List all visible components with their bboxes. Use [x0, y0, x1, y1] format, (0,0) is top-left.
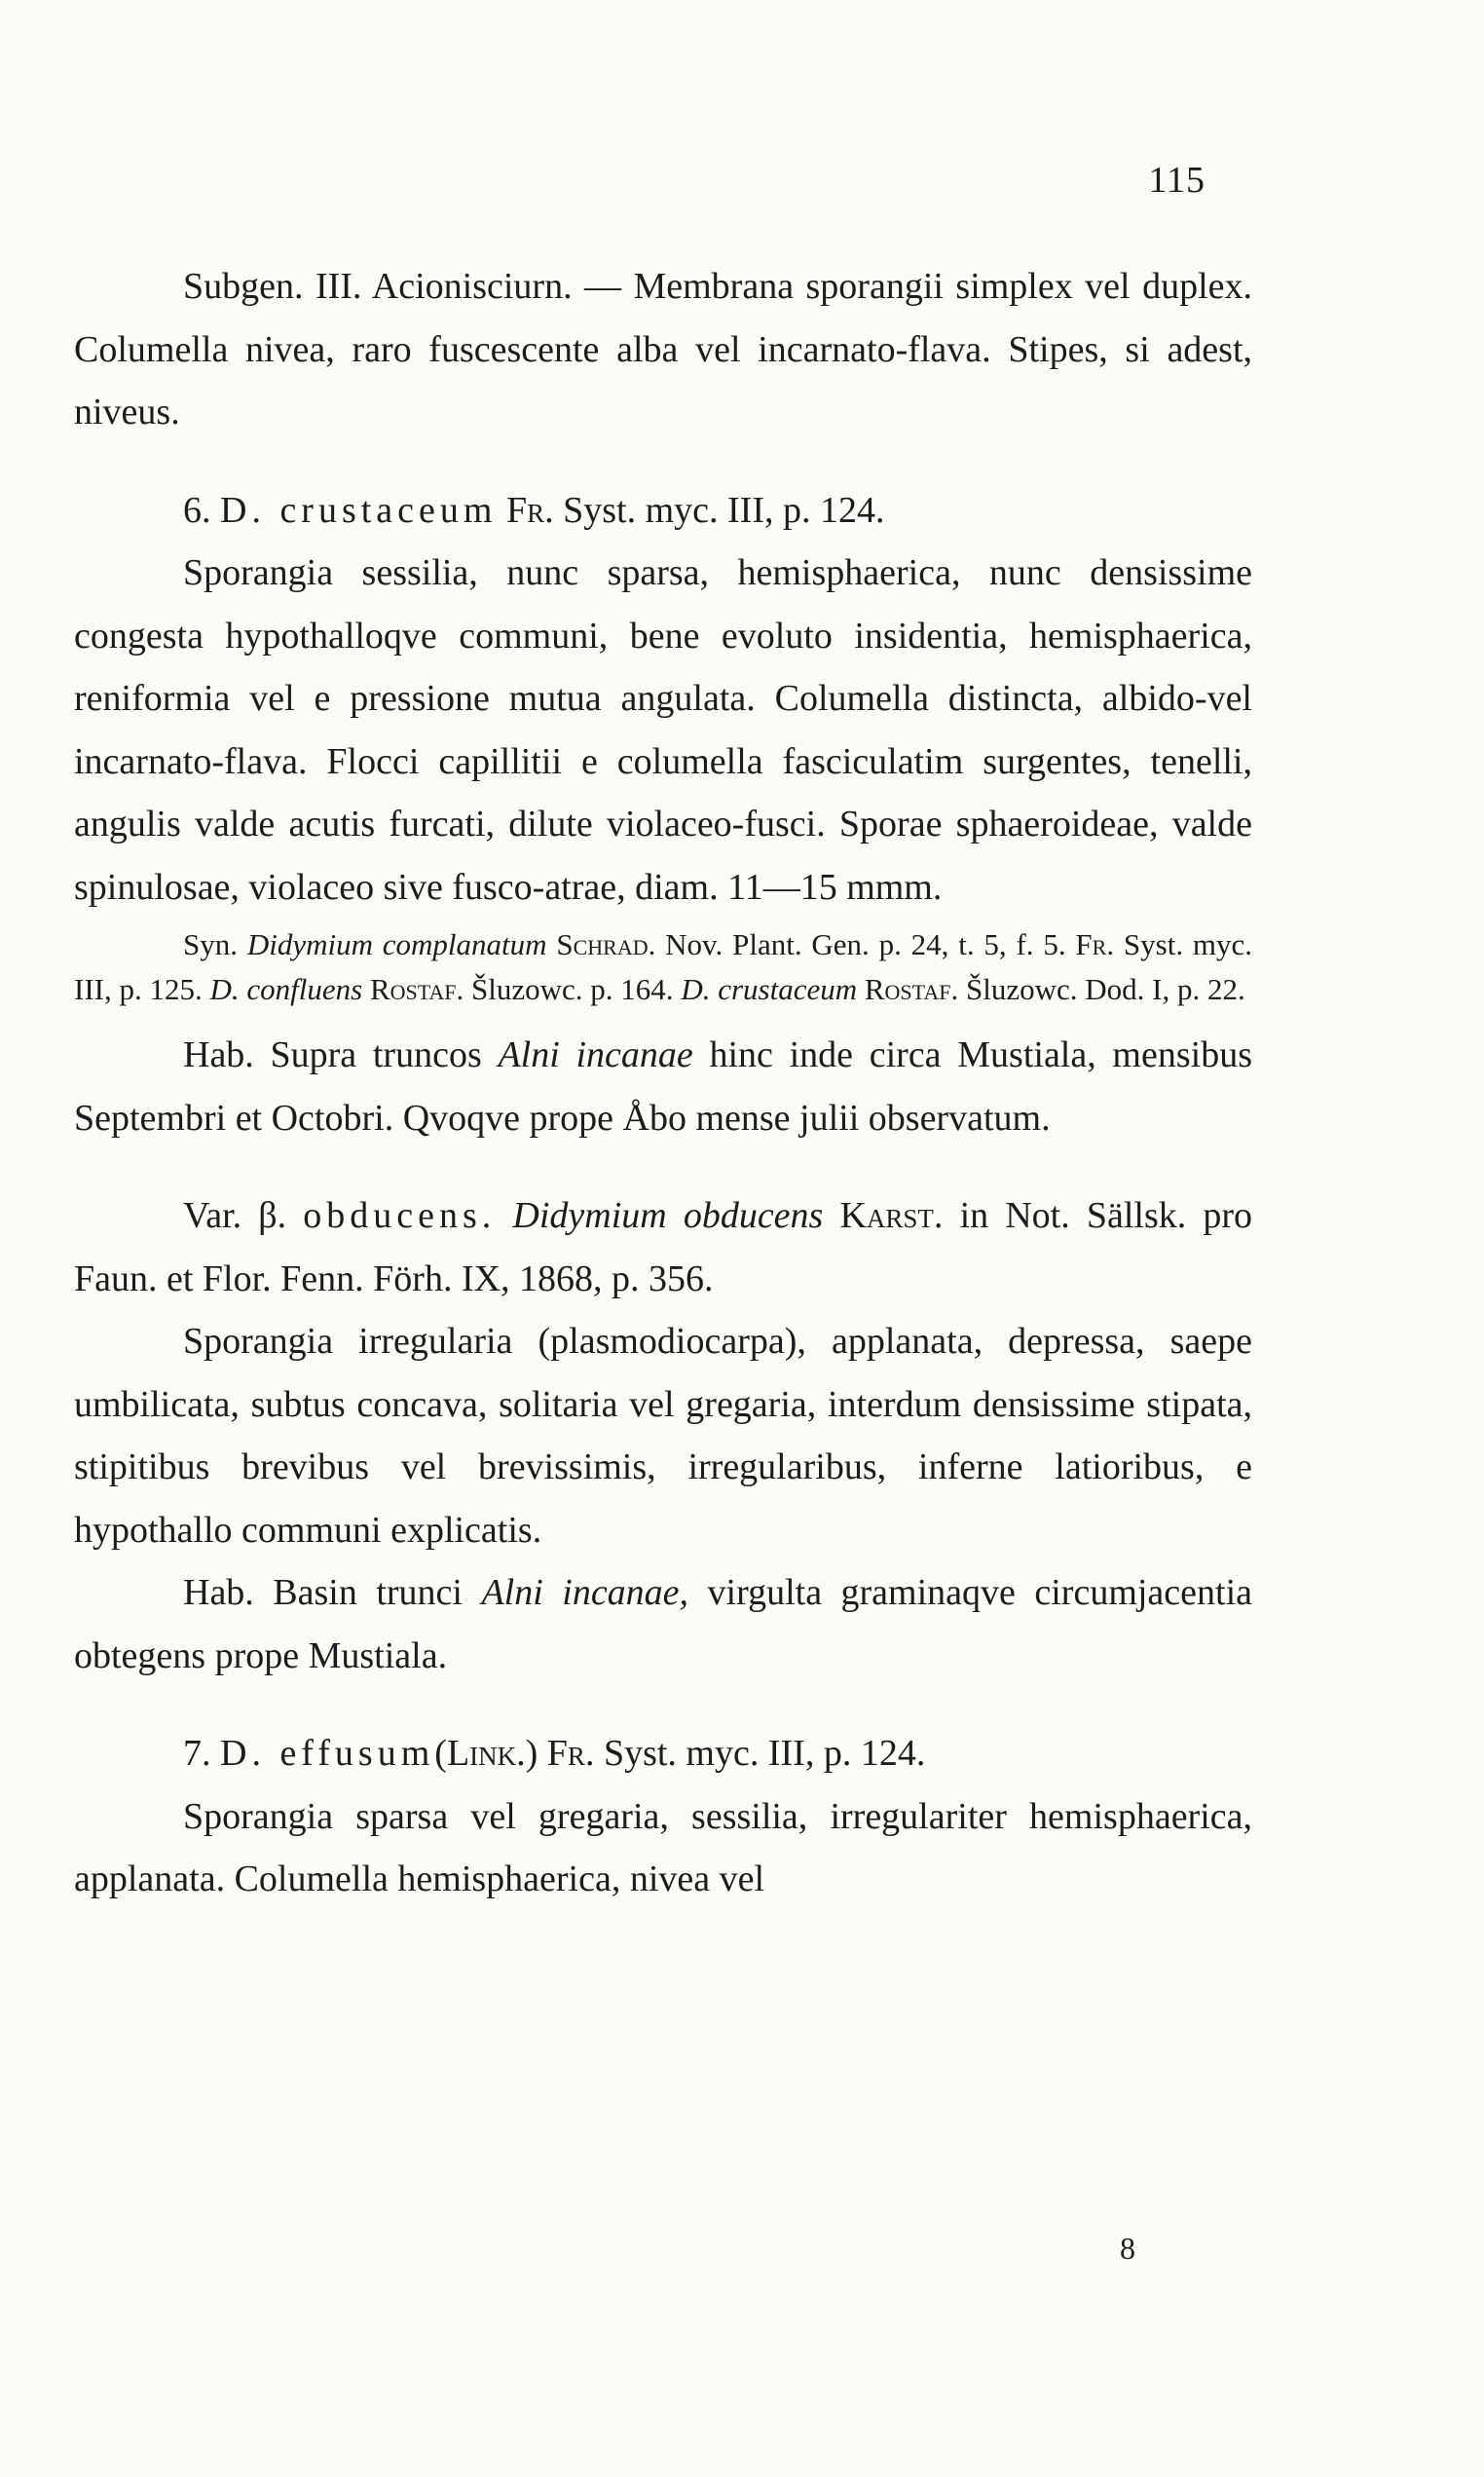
syn-name-2: D. confluens — [209, 972, 363, 1006]
subgen-paragraph — [74, 255, 1252, 444]
species-7-number: 7. — [183, 1733, 211, 1774]
species-6-habitat — [74, 1024, 1252, 1149]
habitat-host: Alni incanae — [498, 1034, 693, 1075]
species-7-ref: Syst. myc. III, p. 124. — [603, 1733, 926, 1774]
variety-ref: in Not. Sällsk. pro Faun. et Flor. Fenn. Förh. IX, 1868, p. 356. — [74, 1195, 1253, 1299]
species-6-description: Sporangia sessilia, nunc sparsa, hemisphaerica, nunc densissime congesta hypothalloqve communi, bene evoluto insidentia, hemisphaerica, reniformia vel e pressione mutua angulata. Columella distincta, albido-vel incarnato-flava. Flocci capillitii e columella fasciculatim surgentes, tenelli, angulis valde acutis furcati, dilute violaceo-fusci. Sporae sphaeroideae, valde spinulosae, violaceo sive fusco-atrae, diam. 11—15 mmm. — [74, 552, 1252, 908]
page-body — [74, 255, 1252, 1911]
species-7-description: Sporangia sparsa vel gregaria, sessilia, irregulariter hemisphaerica, applanata. Columella hemisphaerica, nivea vel — [74, 1795, 1252, 1899]
species-6-author: Fr. — [505, 489, 554, 531]
species-6-number: 6. — [183, 489, 211, 531]
syn-ref-3: Šluzowc. p. 164. — [471, 972, 674, 1006]
syn-ref-4: Šluzowc. Dod. I, p. 22. — [965, 972, 1245, 1006]
page-number: 115 — [1148, 160, 1206, 201]
subgen-line-3: vel incarnato-flava. Stipes, si adest, niveus. — [74, 328, 1253, 432]
variety-habitat-host: Alni incanae, — [481, 1572, 689, 1613]
syn-label: Syn. — [183, 927, 238, 961]
syn-author-3: Rostaf. — [369, 972, 464, 1006]
species-7-author-2: Fr. — [546, 1733, 595, 1774]
variety-name: obducens. — [303, 1195, 497, 1236]
species-7-paren-close: ) — [525, 1733, 538, 1774]
subgen-line-2: simplex vel duplex. Columella nivea, raro fuscescente alba — [74, 266, 1252, 370]
syn-name-3: D. crustaceum — [681, 972, 858, 1006]
species-7-paren-open: ( — [434, 1733, 447, 1774]
species-6-synonyms — [74, 922, 1252, 1012]
syn-name-1: Didymium complanatum — [246, 927, 547, 961]
species-7-heading — [74, 1722, 1252, 1785]
species-7-name: D. effusum — [220, 1733, 435, 1774]
subgen-line-1: Subgen. III. Acionisciurn. — Membrana sporangii — [183, 266, 944, 307]
variety-habitat — [74, 1561, 1252, 1687]
species-6-ref: Syst. myc. III, p. 124. — [563, 489, 885, 531]
habitat-rest: hinc inde circa Mustiala, mensibus Septembri et Octobri. Qvoqve prope Åbo mense julii observatum. — [74, 1034, 1252, 1139]
syn-ref-1: Nov. Plant. Gen. p. 24, t. 5, f. 5. — [665, 927, 1066, 961]
syn-author-1: Schrad. — [556, 927, 656, 961]
species-7-author-1: Link. — [446, 1733, 526, 1774]
variety-ref-name: Didymium obducens — [512, 1195, 824, 1236]
variety-heading — [74, 1184, 1252, 1310]
syn-ref-2: Syst. myc. III, p. 125. — [74, 927, 1253, 1006]
variety-label: Var. β. — [183, 1195, 287, 1236]
syn-author-4: Rostaf. — [864, 972, 959, 1006]
syn-author-2: Fr. — [1075, 927, 1115, 961]
species-6-heading — [74, 479, 1252, 543]
habitat-prefix: Hab. Supra truncos — [183, 1034, 482, 1075]
signature-mark: 8 — [1120, 2231, 1135, 2266]
variety-habitat-rest: virgulta graminaqve circumjacentia obtegens prope Mustiala. — [74, 1572, 1253, 1676]
variety-habitat-prefix: Hab. Basin trunci — [183, 1572, 463, 1613]
variety-author: Karst. — [839, 1195, 944, 1236]
species-6-name: D. crustaceum — [220, 489, 498, 531]
variety-description: Sporangia irregularia (plasmodiocarpa), applanata, depressa, saepe umbilicata, subtus concava, solitaria vel gregaria, interdum densissime stipata, stipitibus brevibus vel brevissimis, irregularibus, inferne latioribus, e hypothallo communi explicatis. — [74, 1321, 1252, 1551]
